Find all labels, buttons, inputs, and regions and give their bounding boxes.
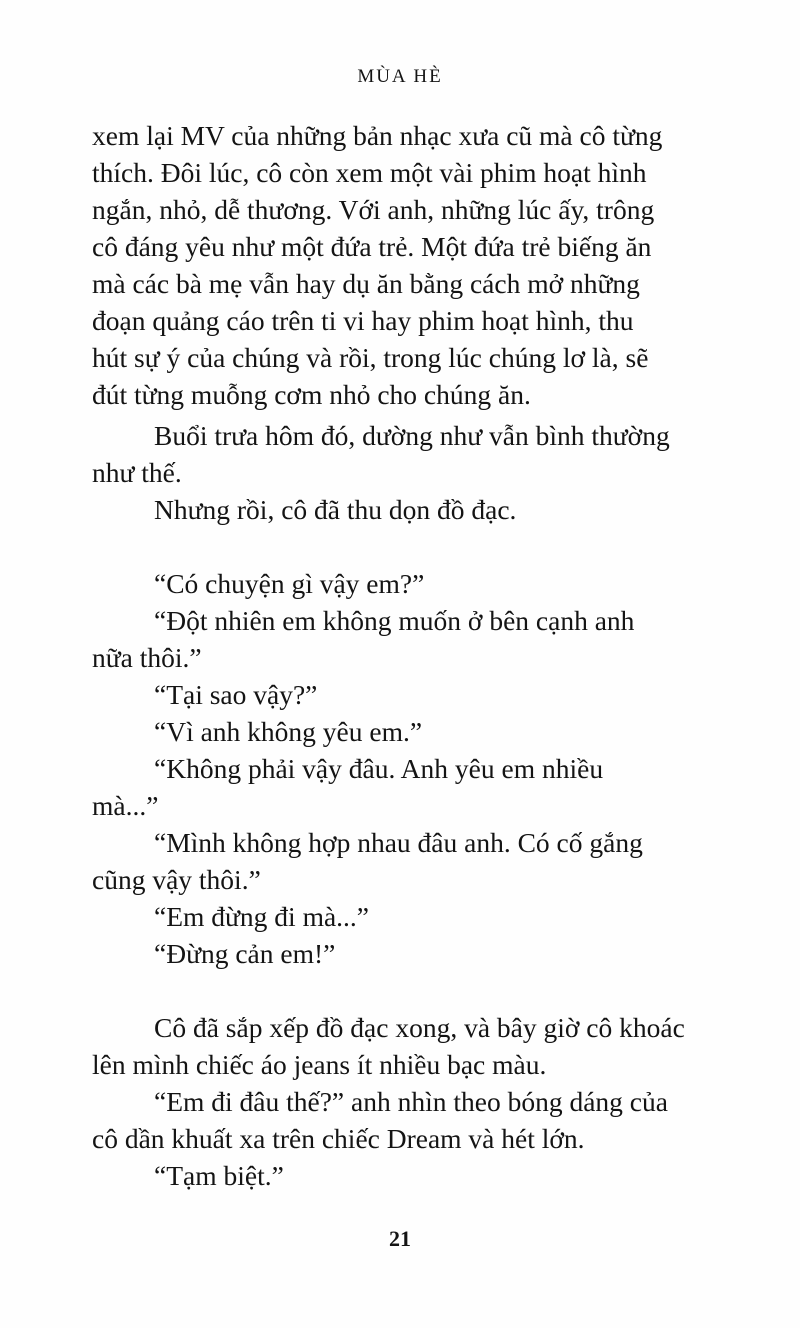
text-line: “Có chuyện gì vậy em?” (154, 568, 425, 599)
text-line: như thế. (92, 457, 182, 488)
text-line: cũng vậy thôi.” (92, 864, 261, 895)
page-number: 21 (389, 1226, 411, 1251)
text-line: cô đáng yêu như một đứa trẻ. Một đứa trẻ biếng ăn (92, 231, 652, 262)
text-line: hút sự ý của chúng và rồi, trong lúc chúng lơ là, sẽ (92, 342, 649, 373)
text-line: đút từng muỗng cơm nhỏ cho chúng ăn. (92, 379, 531, 410)
text-line: “Mình không hợp nhau đâu anh. Có cố gắng (154, 827, 643, 858)
text-line: “Em đừng đi mà...” (154, 901, 369, 932)
text-line: cô dần khuất xa trên chiếc Dream và hét lớn. (92, 1123, 585, 1154)
text-line: thích. Đôi lúc, cô còn xem một vài phim hoạt hình (92, 157, 647, 188)
text-line: xem lại MV của những bản nhạc xưa cũ mà cô từng (92, 120, 663, 151)
text-line: “Không phải vậy đâu. Anh yêu em nhiều (154, 753, 604, 784)
text-line: Nhưng rồi, cô đã thu dọn đồ đạc. (154, 494, 517, 525)
text-line: đoạn quảng cáo trên ti vi hay phim hoạt hình, thu (92, 305, 634, 336)
text-line: nữa thôi.” (92, 642, 202, 673)
text-line: lên mình chiếc áo jeans ít nhiều bạc màu. (92, 1049, 547, 1080)
text-line: “Tạm biệt.” (154, 1160, 284, 1191)
text-line: “Em đi đâu thế?” anh nhìn theo bóng dáng của (154, 1086, 668, 1117)
text-line: “Vì anh không yêu em.” (154, 716, 423, 747)
running-head: MÙA HÈ (357, 66, 443, 87)
text-line: Cô đã sắp xếp đồ đạc xong, và bây giờ cô khoác (154, 1012, 685, 1043)
text-line: mà...” (92, 790, 159, 821)
text-line: Buổi trưa hôm đó, dường như vẫn bình thường (154, 420, 670, 451)
text-line: mà các bà mẹ vẫn hay dụ ăn bằng cách mở những (92, 268, 640, 299)
text-line: “Đột nhiên em không muốn ở bên cạnh anh (154, 605, 635, 636)
text-line: “Đừng cản em!” (154, 938, 336, 969)
text-line: ngắn, nhỏ, dễ thương. Với anh, những lúc ấy, trông (92, 194, 655, 225)
text-line: “Tại sao vậy?” (154, 679, 318, 710)
